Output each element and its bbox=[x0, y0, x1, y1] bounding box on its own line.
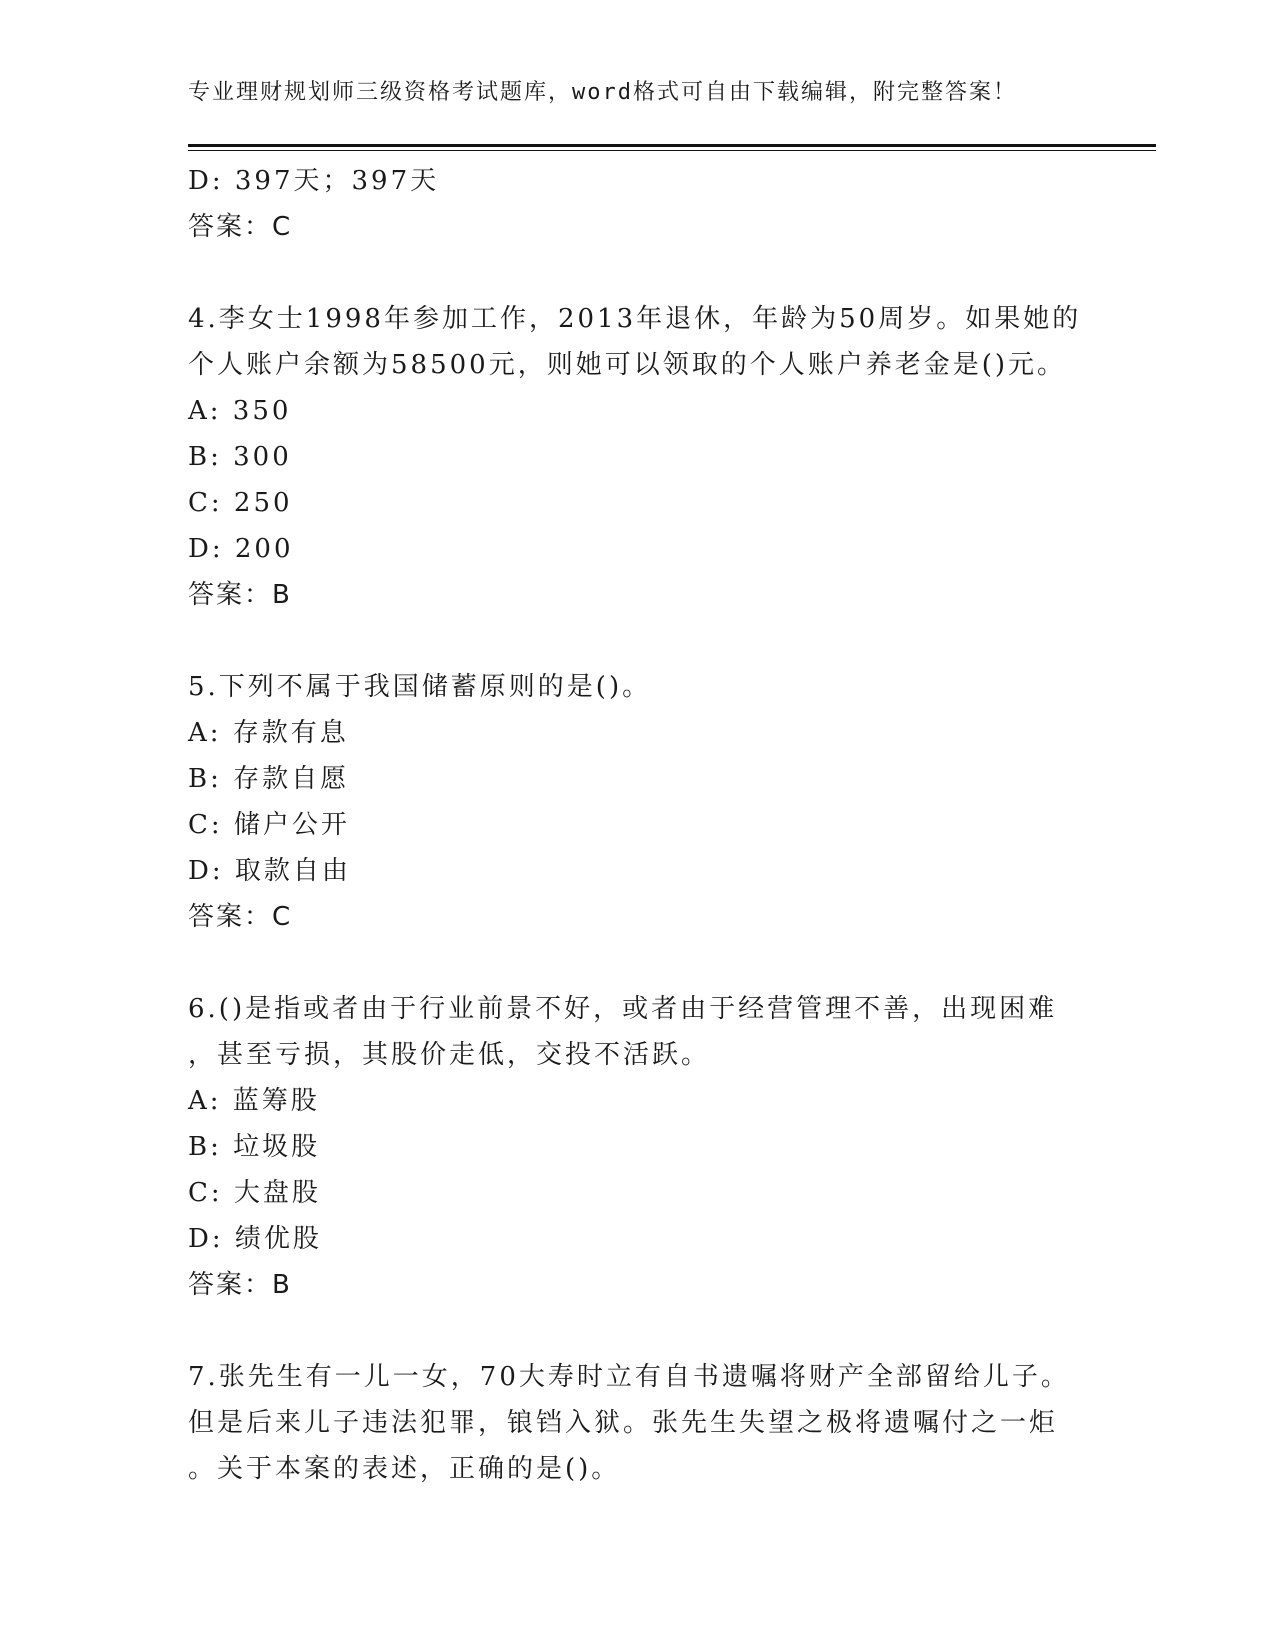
option-b: B: 存款自愿 bbox=[188, 764, 350, 794]
option-d: D: 397天；397天 bbox=[188, 166, 440, 196]
option-c: C: 储户公开 bbox=[188, 810, 350, 840]
question-stem: 7.张先生有一儿一女，70大寿时立有自书遗嘱将财产全部留给儿子。 bbox=[188, 1362, 1070, 1392]
page-header: 专业理财规划师三级资格考试题库，word格式可自由下载编辑，附完整答案！ bbox=[188, 80, 1017, 105]
answer-line: 答案：C bbox=[188, 902, 293, 932]
question-stem: ，甚至亏损，其股价走低，交投不活跃。 bbox=[188, 1040, 711, 1070]
answer-line: 答案：C bbox=[188, 212, 293, 242]
option-c: C: 大盘股 bbox=[188, 1178, 321, 1208]
option-b: B: 300 bbox=[188, 442, 292, 472]
header-divider-thin bbox=[188, 150, 1156, 151]
question-4 bbox=[188, 296, 1088, 618]
option-b: B: 垃圾股 bbox=[188, 1132, 321, 1162]
question-6 bbox=[188, 986, 1088, 1308]
question-5 bbox=[188, 664, 1088, 940]
option-d: D: 取款自由 bbox=[188, 856, 351, 886]
option-d: D: 绩优股 bbox=[188, 1224, 322, 1254]
question-stem: 但是后来儿子违法犯罪，锒铛入狱。张先生失望之极将遗嘱付之一炬 bbox=[188, 1408, 1059, 1438]
option-d: D: 200 bbox=[188, 534, 294, 564]
question-stem: 。关于本案的表述，正确的是()。 bbox=[188, 1454, 621, 1484]
answer-line: 答案：B bbox=[188, 580, 292, 610]
option-a: A: 蓝筹股 bbox=[188, 1086, 320, 1116]
question-stem: 5.下列不属于我国储蓄原则的是()。 bbox=[188, 672, 652, 702]
option-a: A: 350 bbox=[188, 396, 292, 426]
previous-question-tail bbox=[188, 158, 1088, 250]
question-content bbox=[188, 158, 1088, 1492]
question-stem: 个人账户余额为58500元，则她可以领取的个人账户养老金是()元。 bbox=[188, 350, 1066, 380]
option-c: C: 250 bbox=[188, 488, 293, 518]
option-a: A: 存款有息 bbox=[188, 718, 349, 748]
question-7 bbox=[188, 1354, 1088, 1492]
question-stem: 6.()是指或者由于行业前景不好，或者由于经营管理不善，出现困难 bbox=[188, 994, 1058, 1024]
answer-line: 答案：B bbox=[188, 1270, 292, 1300]
header-divider-thick bbox=[188, 144, 1156, 147]
question-stem: 4.李女士1998年参加工作，2013年退休，年龄为50周岁。如果她的 bbox=[188, 304, 1082, 334]
